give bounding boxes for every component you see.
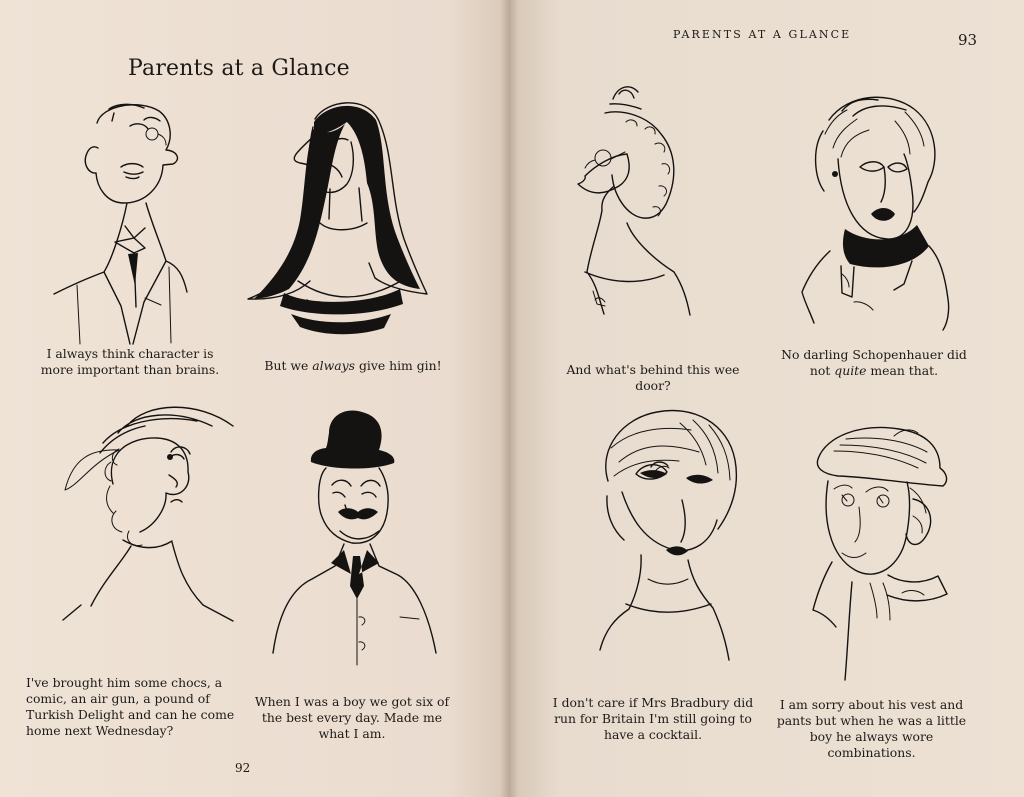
fascinator-woman-illustration (590, 405, 755, 675)
caption-character: I always think character is more important than brains. (40, 346, 220, 377)
caption-six-best: When I was a boy we got six of the best every day. Made me what I am. (254, 694, 450, 741)
running-head: PARENTS AT A GLANCE (673, 28, 852, 41)
long-haired-woman-illustration (244, 95, 434, 345)
page-gutter-shadow (500, 0, 518, 797)
caption-emphasis-always: always (312, 358, 355, 373)
feathered-hat-woman-illustration (55, 395, 240, 625)
caption-chocs: I've brought him some chocs, a comic, an air gun, a pound of Turkish Delight and can he come home next Wednesday? (26, 675, 235, 738)
small-hat-woman-illustration (810, 425, 960, 685)
page-number-left: 92 (235, 761, 251, 775)
caption-emphasis-quite: quite (834, 363, 867, 378)
caption-wee-door: And what's behind this wee door? (566, 362, 740, 393)
caption-mrs-bradbury: I don't care if Mrs Bradbury did run for Britain I'm still going to have a cocktail. (552, 695, 754, 742)
glasses-on-nose-woman-illustration (575, 78, 735, 328)
caption-combinations: I am sorry about his vest and pants but when he was a little boy he always wore combinations. (776, 697, 967, 760)
caption-gin: But we always give him gin! (264, 358, 442, 373)
glasses-turtleneck-woman-illustration (790, 88, 955, 333)
page-title: Parents at a Glance (128, 56, 350, 81)
caption-schopenhauer: No darling Schopenhauer did not quite mean that. (781, 347, 967, 378)
bald-man-panel (32, 90, 232, 382)
bowler-hat-man-illustration (268, 405, 448, 665)
page-number-right: 93 (958, 31, 978, 49)
